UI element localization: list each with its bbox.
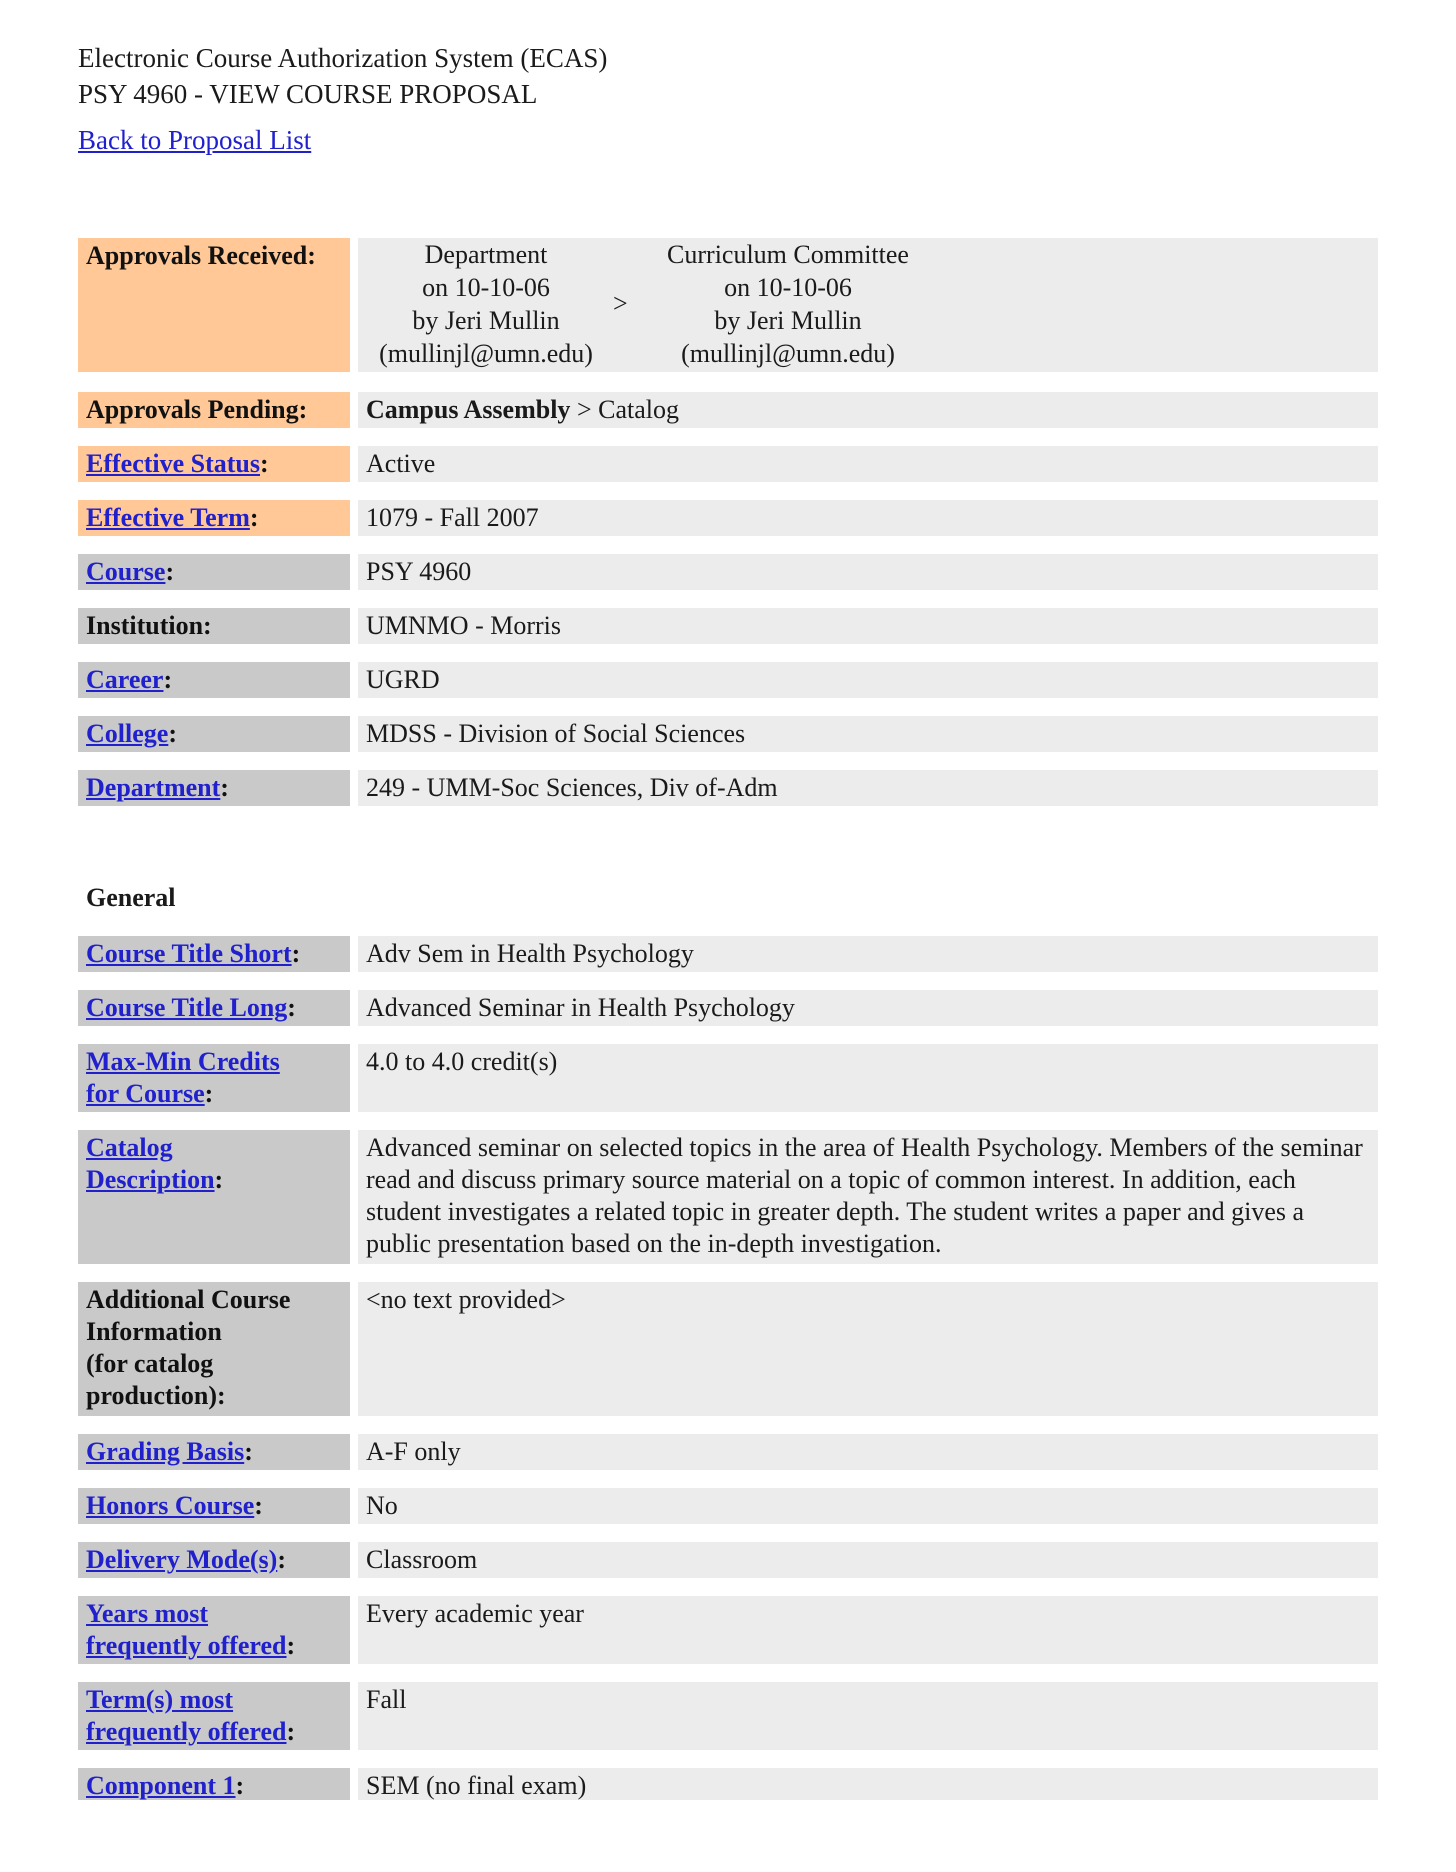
college-help-link[interactable]: College [86, 719, 169, 748]
label-colon: : [163, 665, 173, 694]
label-colon: : [168, 719, 177, 748]
credits-row [78, 1044, 1378, 1112]
catalog-description-row [78, 1130, 1378, 1264]
label-colon: : [287, 993, 296, 1022]
page-header [78, 40, 1378, 158]
course-title-short-row [78, 936, 1378, 972]
effective-status-row [78, 446, 1378, 482]
grading-basis-help-link[interactable]: Grading Basis [86, 1437, 245, 1466]
catalog-description-label-line-2: Description [86, 1165, 215, 1194]
label-colon: : [277, 1545, 286, 1574]
terms-offered-label [78, 1682, 350, 1750]
component-1-help-link[interactable]: Component 1 [86, 1771, 236, 1800]
component-1-row [78, 1768, 1378, 1804]
page-bottom-whitespace [78, 1800, 1378, 1872]
career-value: UGRD [358, 662, 1378, 698]
approvals-received-value [358, 238, 1378, 372]
college-value: MDSS - Division of Social Sciences [358, 716, 1378, 752]
course-row [78, 554, 1378, 590]
effective-status-label [78, 446, 350, 482]
career-label [78, 662, 350, 698]
approval-date: on 10-10-06 [724, 273, 852, 302]
component-1-label [78, 1768, 350, 1804]
delivery-modes-value: Classroom [358, 1542, 1378, 1578]
years-offered-value: Every academic year [358, 1596, 1378, 1664]
component-1-value: SEM (no final exam) [358, 1768, 1378, 1804]
course-title-long-label [78, 990, 350, 1026]
department-label [78, 770, 350, 806]
institution-label: Institution: [78, 608, 350, 644]
terms-offered-label-line-1: Term(s) most [86, 1685, 234, 1714]
course-title-long-value: Advanced Seminar in Health Psychology [358, 990, 1378, 1026]
approval-by: by Jeri Mullin [714, 306, 862, 335]
label-colon: : [235, 1771, 245, 1800]
approval-body: Curriculum Committee [667, 240, 909, 269]
label-colon: : [291, 939, 301, 968]
effective-status-help-link[interactable]: Effective Status [86, 449, 261, 478]
credits-label [78, 1044, 350, 1112]
honors-course-row [78, 1488, 1378, 1524]
years-offered-label-line-1: Years most [86, 1599, 209, 1628]
years-offered-row [78, 1596, 1378, 1664]
credits-value: 4.0 to 4.0 credit(s) [358, 1044, 1378, 1112]
additional-info-label [78, 1282, 350, 1416]
college-row [78, 716, 1378, 752]
grading-basis-label [78, 1434, 350, 1470]
catalog-description-label-line-1: Catalog [86, 1133, 173, 1162]
approvals-pending-row [78, 392, 1378, 428]
approval-email: (mullinjl@umn.edu) [681, 339, 895, 368]
catalog-description-label [78, 1130, 350, 1264]
years-offered-label [78, 1596, 350, 1664]
approvals-received-label: Approvals Received: [78, 238, 350, 372]
course-label [78, 554, 350, 590]
department-value: 249 - UMM-Soc Sciences, Div of-Adm [358, 770, 1378, 806]
approvals-pending-label: Approvals Pending: [78, 392, 350, 428]
course-title-short-value: Adv Sem in Health Psychology [358, 936, 1378, 972]
effective-term-value: 1079 - Fall 2007 [358, 500, 1378, 536]
grading-basis-row [78, 1434, 1378, 1470]
pending-remaining-steps: > Catalog [570, 395, 679, 424]
approval-by: by Jeri Mullin [412, 306, 560, 335]
course-title-long-help-link[interactable]: Course Title Long [86, 993, 288, 1022]
terms-offered-label-line-2: frequently offered [86, 1717, 287, 1746]
effective-term-row [78, 500, 1378, 536]
credits-label-line-2: for Course [86, 1079, 205, 1108]
terms-offered-help-link[interactable] [86, 1685, 287, 1746]
label-colon: : [220, 773, 229, 802]
approval-separator: > [613, 289, 628, 318]
delivery-modes-row [78, 1542, 1378, 1578]
terms-offered-value: Fall [358, 1682, 1378, 1750]
label-colon: : [204, 1079, 214, 1108]
department-help-link[interactable]: Department [86, 773, 221, 802]
additional-info-label-line-1: Additional Course [86, 1285, 291, 1314]
course-title-short-label [78, 936, 350, 972]
label-colon: : [286, 1631, 296, 1660]
career-help-link[interactable]: Career [86, 665, 164, 694]
credits-label-line-1: Max-Min Credits [86, 1047, 280, 1076]
system-title: Electronic Course Authorization System (ECAS) [78, 43, 608, 73]
terms-offered-row [78, 1682, 1378, 1750]
page-title: PSY 4960 - VIEW COURSE PROPOSAL [78, 79, 538, 109]
course-title-short-help-link[interactable]: Course Title Short [86, 939, 292, 968]
label-colon: : [249, 503, 259, 532]
course-help-link[interactable]: Course [86, 557, 166, 586]
institution-value: UMNMO - Morris [358, 608, 1378, 644]
additional-info-label-line-3: (for catalog [86, 1349, 214, 1378]
label-colon: : [260, 449, 269, 478]
course-value: PSY 4960 [358, 554, 1378, 590]
honors-course-help-link[interactable]: Honors Course [86, 1491, 255, 1520]
catalog-description-value: Advanced seminar on selected topics in the area of Health Psychology. Members of the seminar read and discuss primary source material on a topic of common interest. In addition, each student investigates a related topic in greater depth. The student writes a paper and gives a public presentation based on the in-depth investigation. [358, 1130, 1378, 1264]
approvals-pending-value [358, 392, 1378, 428]
honors-course-label [78, 1488, 350, 1524]
honors-course-value: No [358, 1488, 1378, 1524]
approval-body: Department [424, 240, 548, 269]
effective-status-value: Active [358, 446, 1378, 482]
additional-info-value: <no text provided> [358, 1282, 1378, 1416]
label-colon: : [165, 557, 175, 586]
approval-curriculum-committee [643, 238, 933, 370]
pending-current-step: Campus Assembly [366, 395, 571, 424]
section-title-general: General [86, 883, 176, 912]
back-to-proposal-list-link[interactable]: Back to Proposal List [78, 125, 312, 155]
years-offered-help-link[interactable] [86, 1599, 287, 1660]
effective-term-label [78, 500, 350, 536]
credits-help-link[interactable] [86, 1047, 280, 1108]
label-colon: : [214, 1165, 224, 1194]
grading-basis-value: A-F only [358, 1434, 1378, 1470]
approval-email: (mullinjl@umn.edu) [379, 339, 593, 368]
delivery-modes-help-link[interactable]: Delivery Mode(s) [86, 1545, 278, 1574]
approvals-received-row [78, 238, 1378, 372]
label-colon: : [244, 1437, 253, 1466]
label-colon: : [286, 1717, 296, 1746]
approval-date: on 10-10-06 [422, 273, 550, 302]
additional-info-label-line-2: Information [86, 1317, 222, 1346]
effective-term-help-link[interactable]: Effective Term [86, 503, 250, 532]
course-title-long-row [78, 990, 1378, 1026]
additional-info-row [78, 1282, 1378, 1416]
additional-info-label-line-4: production): [86, 1381, 226, 1410]
career-row [78, 662, 1378, 698]
delivery-modes-label [78, 1542, 350, 1578]
catalog-description-help-link[interactable] [86, 1133, 215, 1194]
institution-row [78, 608, 1378, 644]
years-offered-label-line-2: frequently offered [86, 1631, 287, 1660]
college-label [78, 716, 350, 752]
approval-department [366, 238, 606, 370]
label-colon: : [254, 1491, 263, 1520]
department-row [78, 770, 1378, 806]
